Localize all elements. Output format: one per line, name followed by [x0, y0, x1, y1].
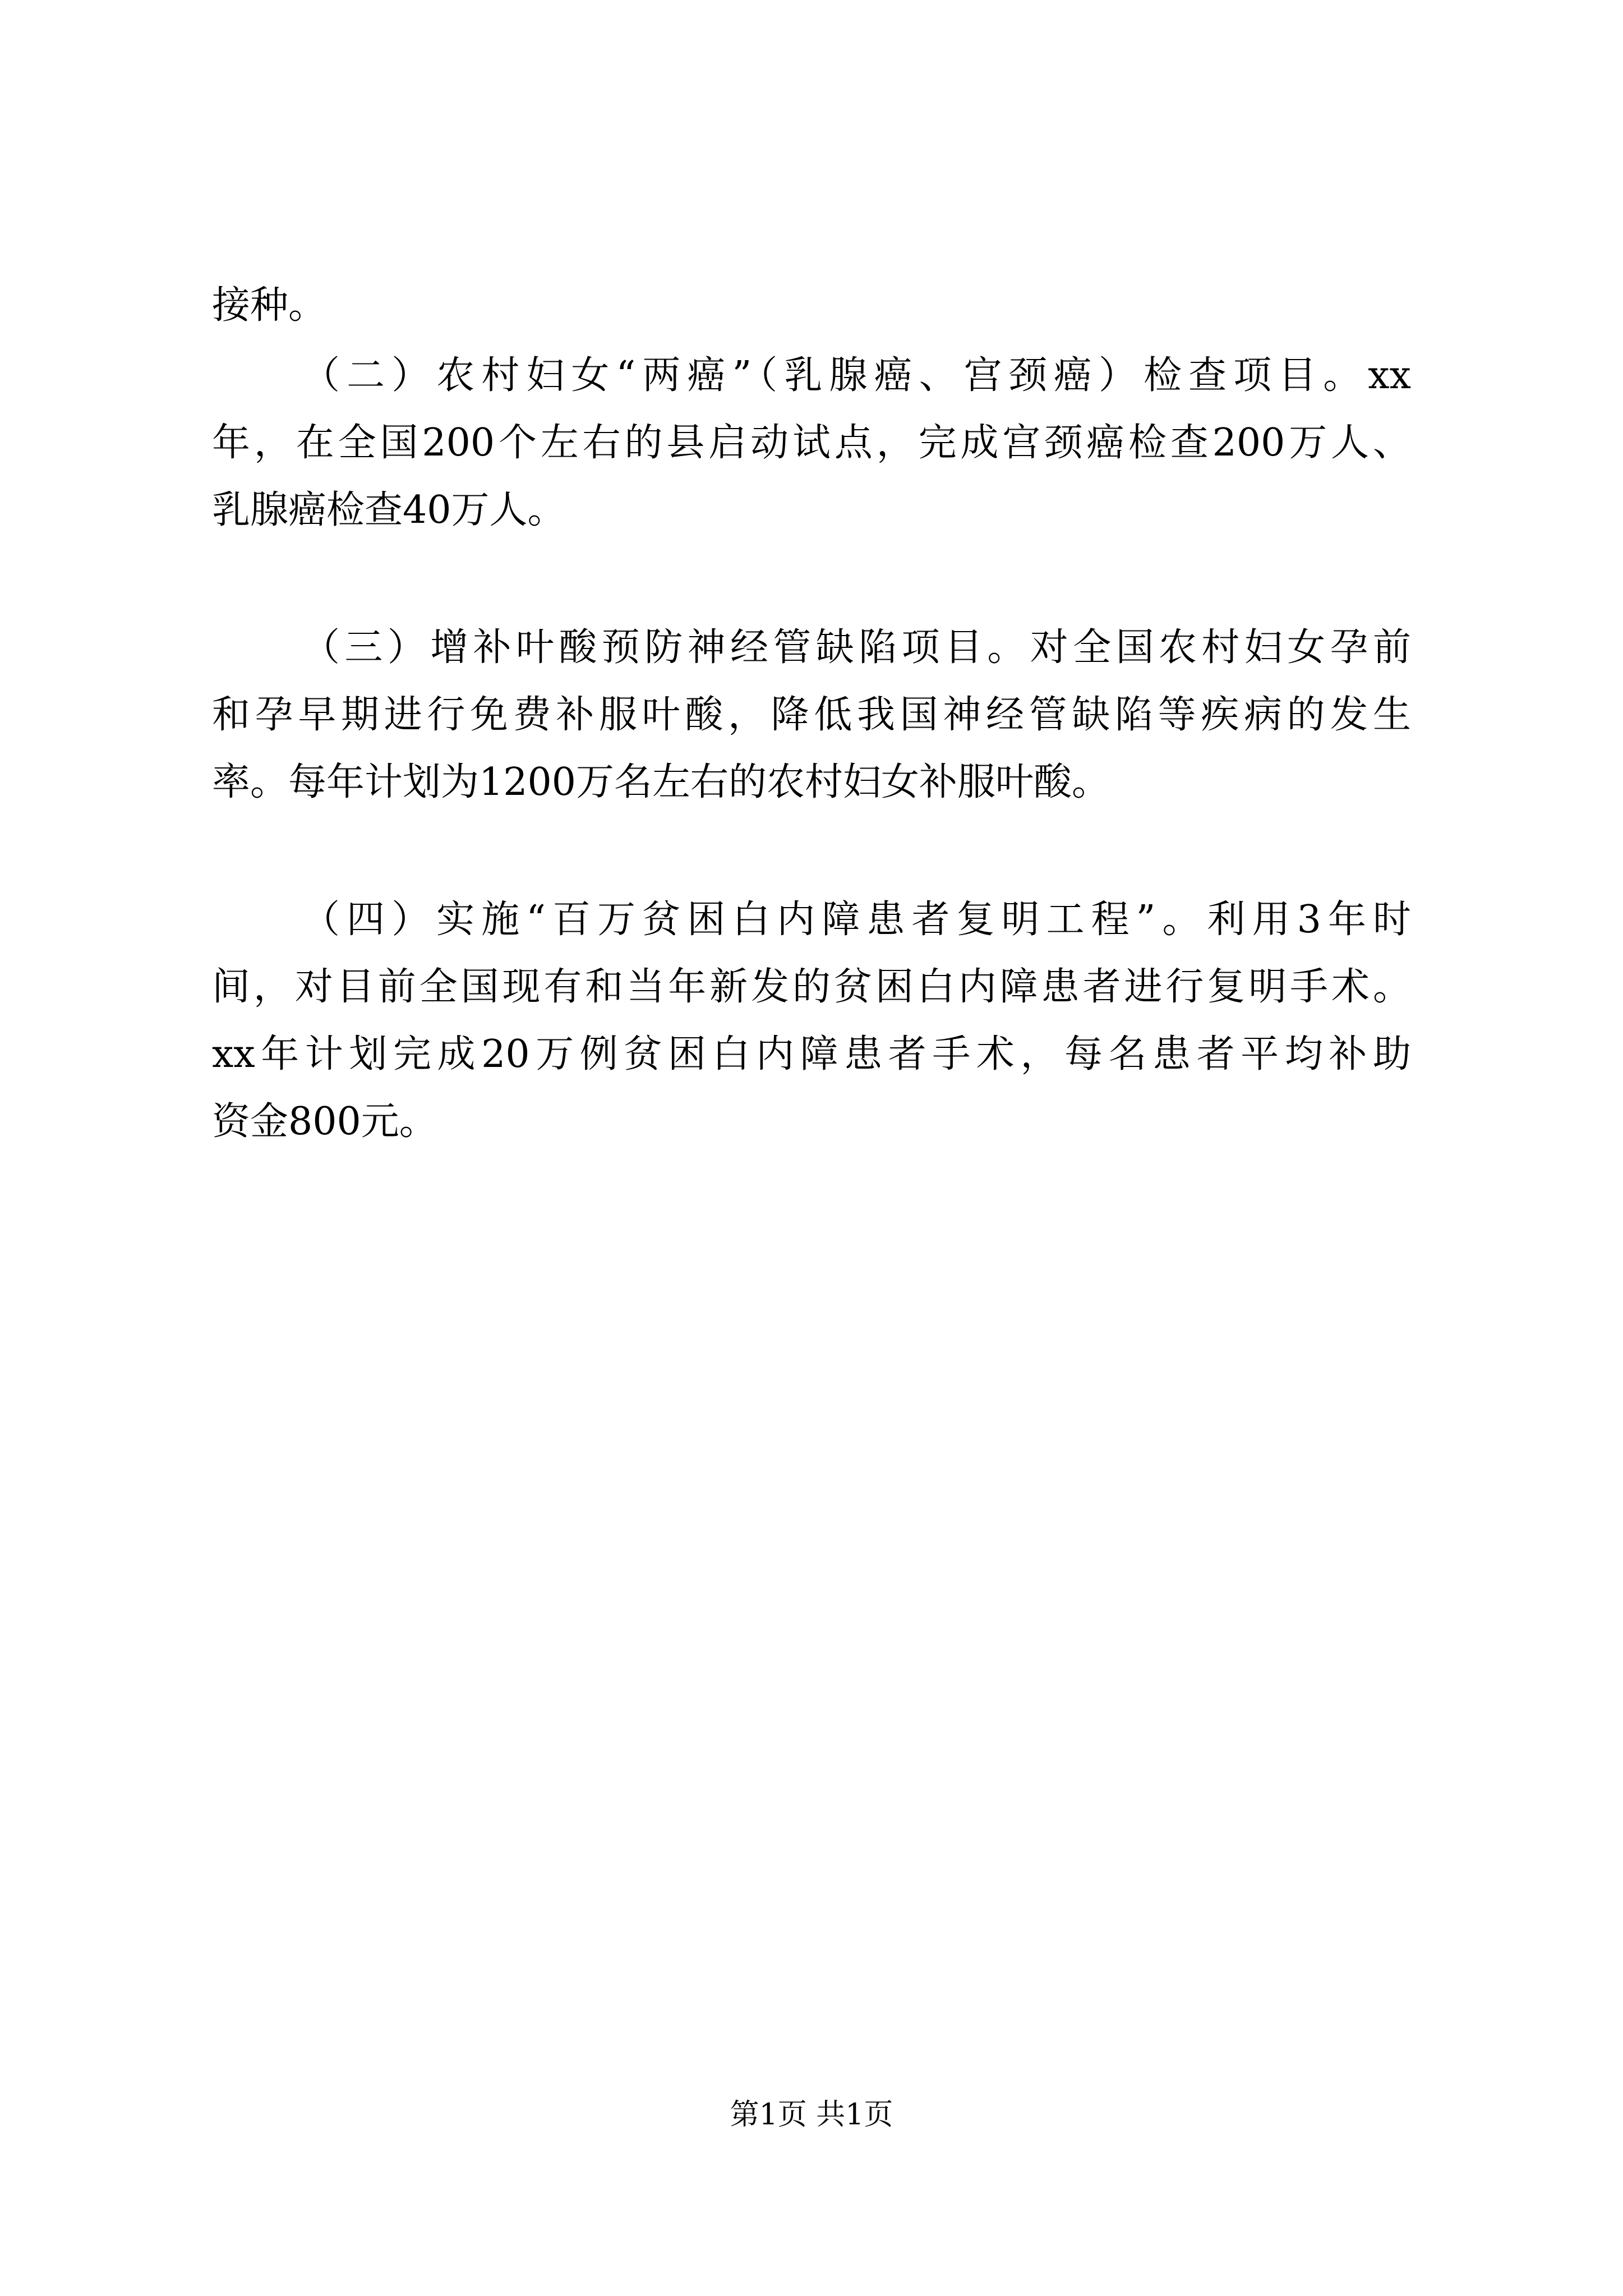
- text-line: 和孕早期进行免费补服叶酸，降低我国神经管缺陷等疾病的发生: [212, 693, 1411, 737]
- text-line: （三）增补叶酸预防神经管缺陷项目。对全国农村妇女孕前: [302, 625, 1411, 670]
- text-line: 乳腺癌检查40万人。: [212, 488, 566, 532]
- text-line: （四）实施“百万贫困白内障患者复明工程”。利用3年时: [302, 898, 1411, 942]
- text-line: 间，对目前全国现有和当年新发的贫困白内障患者进行复明手术。: [212, 965, 1411, 1009]
- page-number-footer: 第1页 共1页: [730, 2098, 893, 2132]
- text-line: xx年计划完成20万例贫困白内障患者手术，每名患者平均补助: [212, 1032, 1411, 1076]
- text-line: 年，在全国200个左右的县启动试点，完成宫颈癌检查200万人、: [212, 421, 1411, 465]
- text-line: （二）农村妇女“两癌”（乳腺癌、宫颈癌）检查项目。xx: [302, 353, 1411, 398]
- text-line: 资金800元。: [212, 1099, 437, 1144]
- text-line: 率。每年计划为1200万名左右的农村妇女补服叶酸。: [212, 760, 1110, 804]
- text-line: 接种。: [212, 283, 327, 328]
